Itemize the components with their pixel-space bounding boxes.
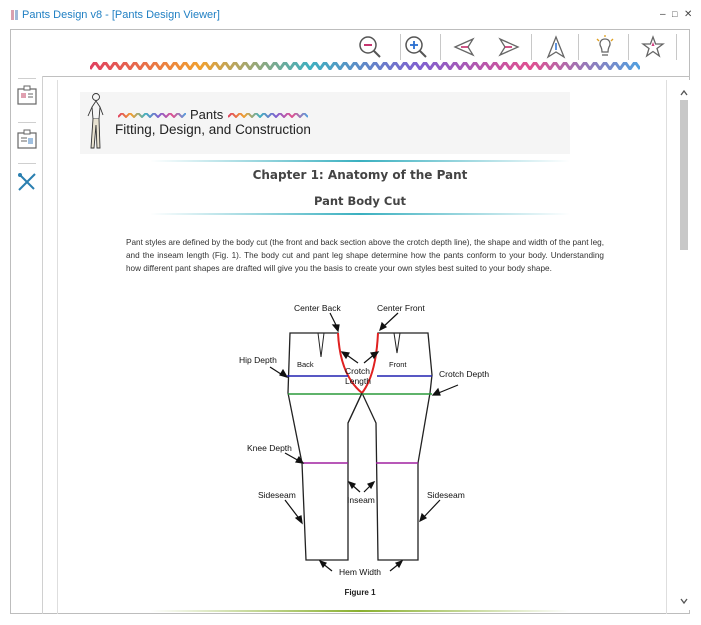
header-pants: Pants: [190, 107, 224, 122]
header-subtitle: Fitting, Design, and Construction: [115, 122, 311, 137]
sidebar-divider: [42, 76, 43, 614]
label-center-front: Center Front: [377, 303, 425, 313]
toolbar-separator: [440, 34, 441, 60]
scroll-up-icon[interactable]: [679, 88, 689, 98]
sidebar-separator: [18, 163, 36, 164]
zoom-out-icon[interactable]: [357, 34, 383, 60]
label-inseam: Inseam: [347, 495, 375, 505]
stitch-divider: [90, 62, 640, 70]
toolbar-separator: [400, 34, 401, 60]
illustration-figure: [82, 92, 108, 152]
favorite-star-icon[interactable]: [640, 34, 666, 60]
previous-page-icon[interactable]: [451, 34, 477, 60]
section-title: Pant Body Cut: [313, 194, 407, 208]
pants-wave-left: [118, 113, 186, 118]
app-icon: [10, 9, 19, 21]
tip-lightbulb-icon[interactable]: [592, 34, 618, 60]
toolbar-separator: [578, 34, 579, 60]
label-hem-width: Hem Width: [339, 567, 382, 577]
title-rule-top: [150, 160, 570, 162]
pattern-icon-1[interactable]: [15, 84, 39, 108]
label-back: Back: [297, 360, 314, 369]
scrollbar-thumb[interactable]: [680, 100, 688, 250]
label-crotch-length-2: Length: [345, 376, 371, 386]
pants-wave-right: [228, 113, 308, 118]
pattern-icon-2[interactable]: [15, 128, 39, 152]
zoom-in-icon[interactable]: [403, 34, 429, 60]
window-title: Pants Design v8 - [Pants Design Viewer]: [22, 9, 220, 21]
label-sideseam-right: Sideseam: [427, 490, 465, 500]
bottom-rule: [150, 610, 570, 612]
sidebar-separator: [18, 78, 36, 79]
title-rule-bottom: [150, 213, 570, 215]
front-dart: [394, 333, 400, 353]
close-icon[interactable]: ✕: [684, 9, 693, 20]
figure-pants-diagram: [230, 295, 500, 585]
restore-icon[interactable]: □: [672, 9, 678, 19]
toolbar-separator: [676, 34, 677, 60]
label-knee-depth: Knee Depth: [247, 443, 292, 453]
toolbar-divider: [43, 76, 690, 77]
next-page-icon[interactable]: [496, 34, 522, 60]
toolbar-separator: [628, 34, 629, 60]
measure-tool-icon[interactable]: [15, 170, 39, 194]
scroll-down-icon[interactable]: [679, 596, 689, 606]
label-center-back: Center Back: [294, 303, 341, 313]
home-icon[interactable]: [543, 34, 569, 60]
body-paragraph: Pant styles are defined by the body cut (the front and back section above the crotch depth line), the shape and width of the pant leg, and the inseam length (Fig. 1). The body cut and pant leg shape determine how the pants conform to your body. Understanding how different pant shapes are drafted will give you the basis to create your own styles best suited to your body shape.: [126, 238, 604, 273]
label-crotch-depth: Crotch Depth: [439, 369, 490, 379]
figure-caption: Figure 1: [344, 588, 376, 597]
label-front: Front: [389, 360, 407, 369]
back-dart: [318, 333, 324, 357]
label-crotch-length-1: Crotch: [345, 366, 371, 376]
minimize-icon[interactable]: –: [660, 9, 666, 20]
chapter-title: Chapter 1: Anatomy of the Pant: [252, 168, 468, 182]
title-bar: [0, 0, 701, 30]
sidebar-separator: [18, 122, 36, 123]
label-sideseam-left: Sideseam: [258, 490, 296, 500]
label-hip-depth: Hip Depth: [239, 355, 277, 365]
toolbar-separator: [531, 34, 532, 60]
